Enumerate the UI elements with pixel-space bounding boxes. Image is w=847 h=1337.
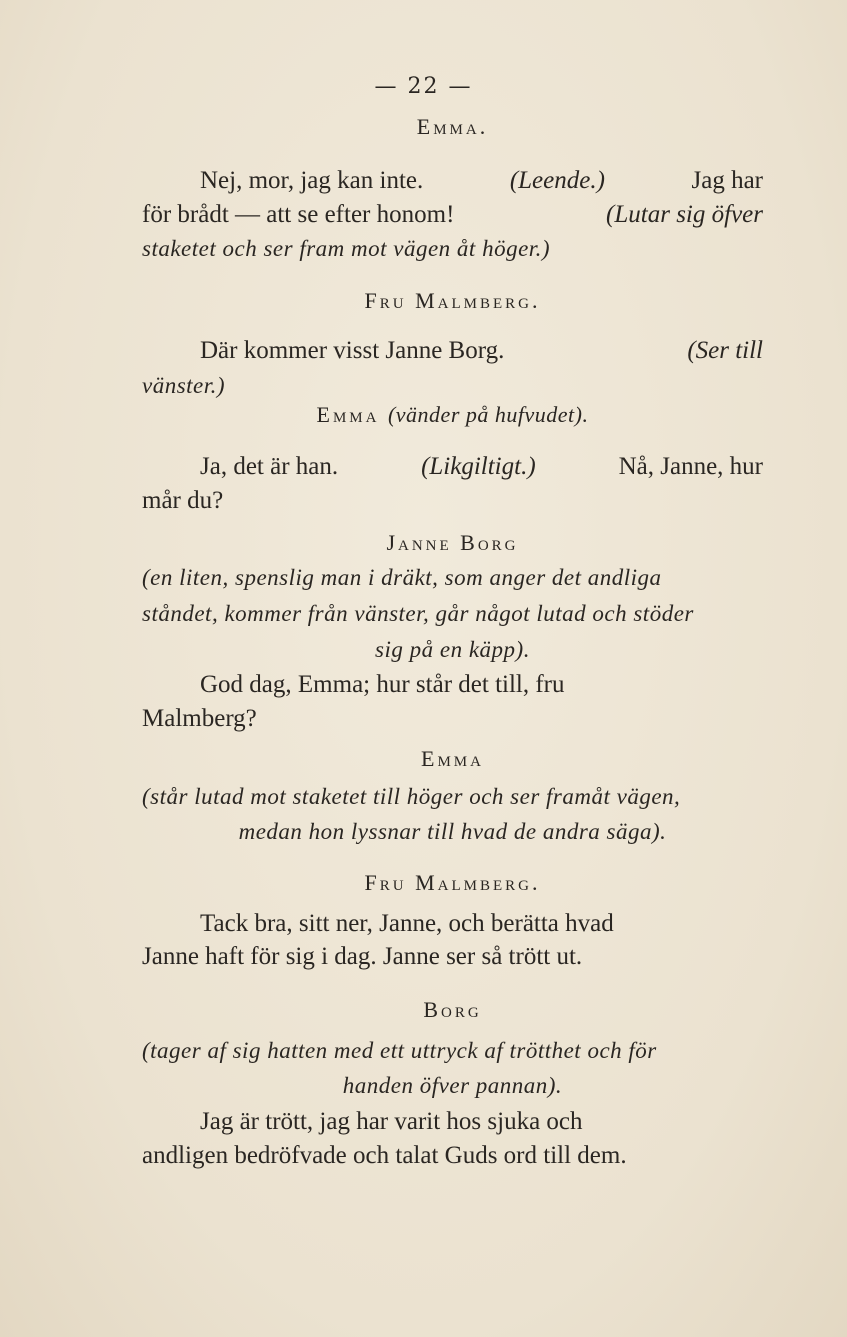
text-line: Tack bra, sitt ner, Janne, och berätta hvad (200, 910, 614, 937)
text-line (142, 200, 763, 230)
stage-direction-line: staketet och ser fram mot vägen åt höger.) (142, 236, 551, 261)
speaker-janne-borg: Janne Borg (386, 530, 519, 555)
text-span: Där kommer visst Janne Borg. (200, 337, 505, 364)
text-line: Jag är trött, jag har varit hos sjuka och (200, 1108, 583, 1135)
stage-direction-line: ståndet, kommer från vänster, går något lutad och stöder (142, 601, 694, 626)
stage-direction-line: (en liten, spenslig man i dräkt, som anger det andliga (142, 565, 662, 590)
text-line: Janne haft för sig i dag. Janne ser så trött ut. (142, 943, 583, 970)
stage-direction: (Lutar sig öfver (606, 201, 763, 228)
text-line (200, 452, 763, 482)
stage-direction-line: medan hon lyssnar till hvad de andra säga). (238, 819, 667, 844)
speaker-fru-malmberg: Fru Malmberg. (364, 870, 541, 895)
speaker-name: Emma (316, 402, 380, 427)
stage-direction: (vänder på hufvudet). (387, 402, 589, 427)
text-line: Malmberg? (142, 705, 257, 732)
stage-direction: (Leende.) (509, 167, 605, 194)
stage-direction: (Ser till (687, 337, 763, 364)
text-span: Jag har (691, 167, 763, 194)
text-line (200, 336, 763, 366)
speaker-fru-malmberg: Fru Malmberg. (364, 288, 541, 313)
stage-direction-line: vänster.) (142, 373, 226, 398)
text-span: Nej, mor, jag kan inte. (200, 167, 424, 194)
speaker-emma: Emma (421, 746, 484, 771)
stage-direction: (Likgiltigt.) (421, 453, 536, 480)
page-number: — 22 — (374, 74, 473, 99)
speaker-borg: Borg (423, 997, 482, 1022)
text-line: andligen bedröfvade och talat Guds ord till dem. (142, 1142, 627, 1169)
text-span: för brådt — att se efter honom! (142, 201, 455, 228)
text-line: God dag, Emma; hur står det till, fru (200, 671, 565, 698)
speaker-emma: Emma. (416, 114, 489, 139)
stage-direction-line: (tager af sig hatten med ett uttryck af trötthet och för (142, 1038, 657, 1063)
stage-direction-line: (står lutad mot staketet till höger och ser framåt vägen, (142, 784, 681, 809)
text-line (200, 166, 763, 196)
stage-direction-line: sig på en käpp). (375, 637, 530, 662)
speaker-emma (142, 402, 763, 428)
text-line: mår du? (142, 487, 224, 514)
stage-direction-line: handen öfver pannan). (342, 1073, 563, 1098)
text-span: Ja, det är han. (200, 453, 339, 480)
text-span: Nå, Janne, hur (618, 453, 763, 480)
